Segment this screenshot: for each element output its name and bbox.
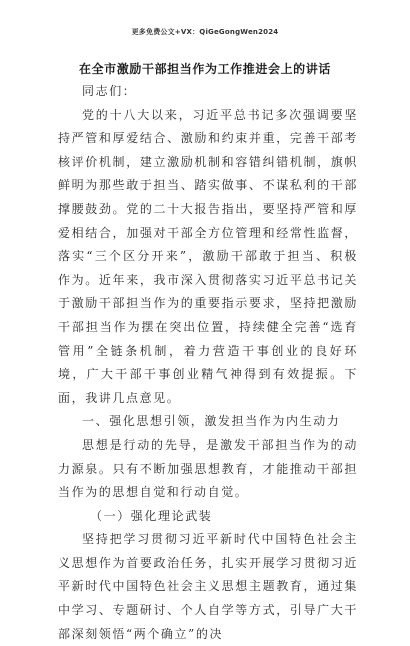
sub-paragraph: 坚持把学习贯彻习近平新时代中国特色社会主义思想作为首要政治任务，扎实开展学习贯彻习近平新时代中国特色社会主义思想主题教育，通过集中学习、专题研讨、个人自学等方式，引导广大干部深刻领悟“两个确立”的决 (58, 532, 358, 641)
intro-paragraph: 党的十八大以来，习近平总书记多次强调要坚持严管和厚爱结合、激励和约束并重，完善干部考核评价机制，建立激励机制和容错纠错机制，旗帜鲜明为那些敢于担当、踏实做事、不谋私利的干部撑腰鼓劲。党的二十大报告指出，要坚持严管和厚爱相结合，加强对干部全方位管理和经常性监督，落实“三个区分开来”，激励干部敢于担当、积极作为。近年来，我市深入贯彻落实习近平总书记关于激励干部担当作为的重要指示要求，坚持把激励干部担当作为摆在突出位置，持续健全完善“选育管用”全链条机制，着力营造干事创业的良好环境，广大干部干事创业精气神得到有效提振。下面，我讲几点意见。 (58, 107, 358, 405)
subheading: （一）强化理论武装 (90, 508, 213, 523)
section-heading: 一、强化思想引领，激发担当作为内生动力 (82, 414, 341, 429)
salutation: 同志们： (82, 84, 137, 98)
document-body (58, 80, 358, 646)
document-title: 在全市激励干部担当作为工作推进会上的讲话 (78, 62, 331, 76)
header-note: 更多免费公文+VX：QiGeGongWen2024 (131, 28, 279, 36)
section-paragraph: 思想是行动的先导，是激发干部担当作为的动力源泉。只有不断加强思想教育，才能推动干部担当作为的思想自觉和行动自觉。 (58, 437, 358, 500)
